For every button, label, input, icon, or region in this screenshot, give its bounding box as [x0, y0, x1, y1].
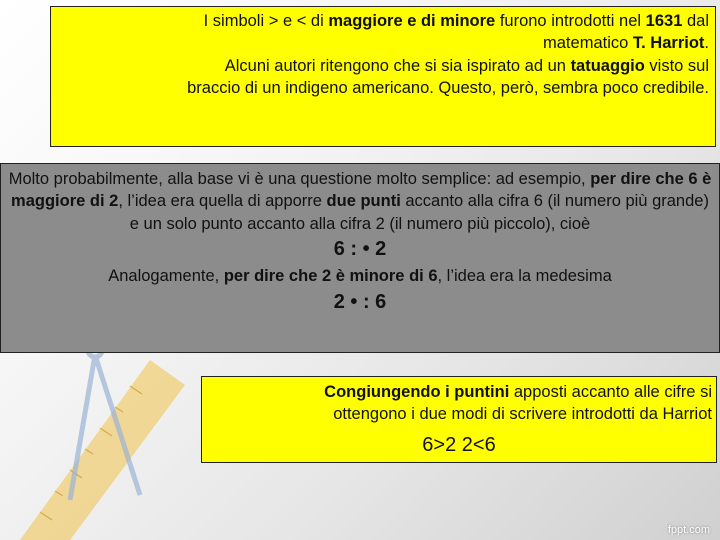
intro-year: 1631	[645, 12, 683, 30]
watermark-text: fppt.com	[667, 524, 710, 536]
intro-text: dal	[682, 12, 709, 30]
intro-text: matematico	[543, 34, 633, 53]
intro-bold-tattoo: tatuaggio	[570, 56, 645, 75]
explanation-text: Molto probabilmente, alla base vi è una questione molto semplice: ad esempio,	[8, 170, 591, 188]
analogy-text: , l’idea era la medesima	[437, 267, 612, 286]
conclusion-text: ottengono i due modi di scrivere introdotti da Harriot	[333, 405, 712, 424]
explanation-text: accanto alla cifra 6 (il numero più grande) e un solo punto accanto alla cifra 2 (il numero più piccolo), cioè	[129, 192, 709, 233]
intro-bold-term: maggiore e di minore	[328, 12, 496, 30]
conclusion-bold: Congiungendo i puntini	[324, 383, 510, 401]
formula-less: 2 • : 6	[333, 290, 387, 313]
explanation-bold: due punti	[326, 192, 401, 211]
analogy-paragraph	[7, 265, 713, 287]
conclusion-text: apposti accanto alle cifre si	[509, 383, 712, 401]
final-formula: 6>2 2<6	[422, 433, 496, 456]
intro-text: braccio di un indigeno americano. Questo, però, sembra poco credibile.	[187, 79, 709, 98]
analogy-bold: per dire che 2 è minore di 6	[223, 267, 438, 286]
intro-author: T. Harriot	[632, 34, 705, 53]
intro-text: I simboli > e < di	[203, 12, 329, 30]
conclusion-text-box	[201, 376, 717, 463]
intro-text-box	[50, 6, 716, 147]
explanation-paragraph	[7, 168, 713, 235]
formula-greater: 6 : • 2	[333, 238, 387, 261]
intro-paragraph	[57, 10, 709, 100]
explanation-text: , l’idea era quella di apporre	[118, 192, 327, 211]
intro-text: furono introdotti nel	[495, 12, 646, 30]
explanation-text-box	[0, 163, 720, 353]
intro-text: Alcuni autori ritengono che si sia ispirato ad un	[224, 56, 571, 75]
intro-text: .	[704, 34, 709, 53]
intro-text: visto sul	[644, 56, 709, 75]
analogy-text: Analogamente,	[108, 267, 224, 286]
conclusion-paragraph	[206, 381, 712, 426]
explanation-bold: per dire che 6 è maggiore di 2	[11, 170, 712, 211]
